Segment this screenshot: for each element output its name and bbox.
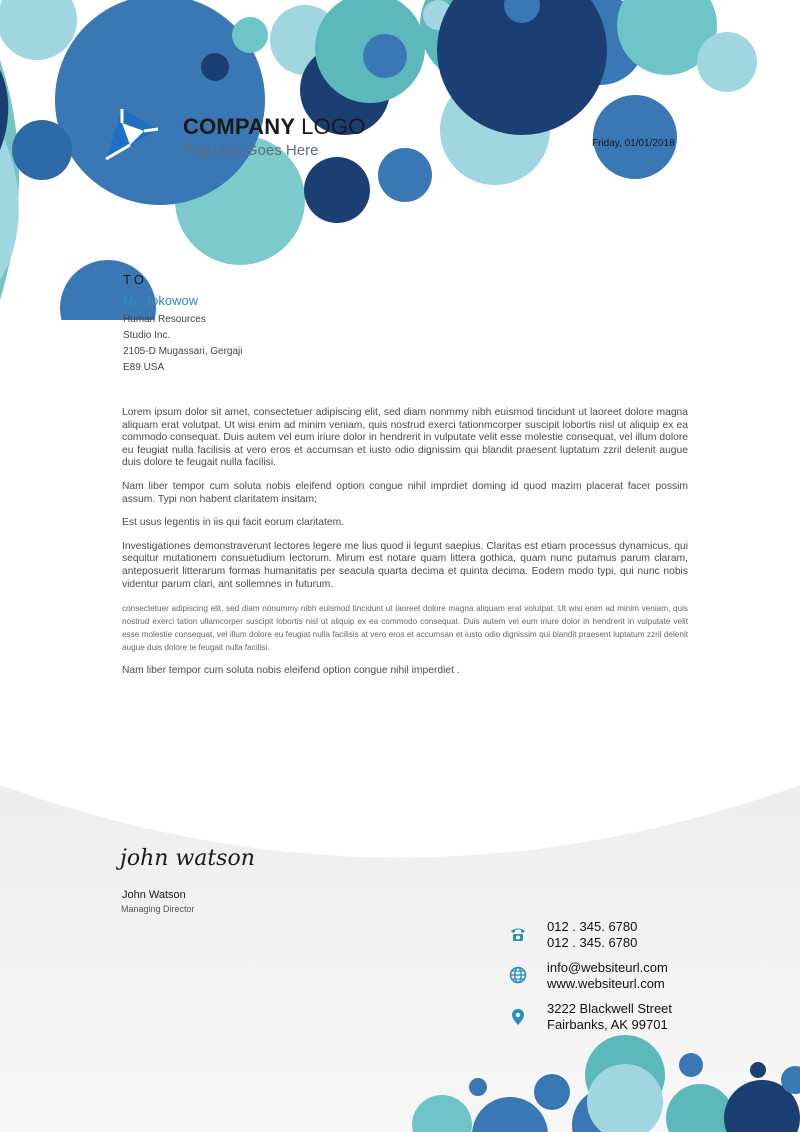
body-paragraph: Nam liber tempor cum soluta nobis eleifend option congue nihil imprdiet doming id quod mazim placerat facer possim assum. Typi non habent claritatem insitam;: [122, 480, 688, 505]
website-url: www.websiteurl.com: [547, 976, 665, 991]
body-paragraph: Est usus legentis in iis qui facit eorum claritatem.: [122, 517, 345, 529]
phone-primary: 012 . 345. 6780: [547, 919, 638, 934]
phone-secondary: 012 . 345. 6780: [547, 935, 638, 950]
recipient-company: Studio Inc.: [123, 330, 171, 341]
address-city: Fairbanks, AK 99701: [547, 1017, 668, 1032]
letter-date: Friday, 01/01/2018: [592, 138, 675, 149]
recipient-country: E89 USA: [123, 362, 165, 373]
recipient-street: 2105-D Mugassari, Gergaji: [123, 346, 243, 357]
logo-light: LOGO: [301, 114, 366, 139]
signer-title: Managing Director: [121, 904, 195, 914]
signer-name: John Watson: [122, 889, 186, 901]
body-paragraph-small: consectetuer adipiscing elit, sed diam nonummy nibh euismod tincidunt ut laoreet dolore magna aliquam erat volutpat. Ut wisi enim ad minim veniam, quis nostrud exerci tation ullamcorper suscipit lobortis nisl ut aliquip ex ea commodo consequat. Duis autem vel eum iriure dolor in hendrerit in vulputate velit esse molestie consequat, vel illum dolore eu feugiat nulla facilisis at vero eros et accumsan et iusto odio dignissim qui blandit praesent luptatum zzril delenit augue duis dolore te feugait nulla facilisi.: [122, 604, 688, 653]
to-label: TO: [123, 272, 147, 287]
email-address: info@websiteurl.com: [547, 960, 668, 975]
body-paragraph: Nam liber tempor cum soluta nobis eleifend option congue nihil imperdiet .: [122, 665, 460, 677]
tagline: Tag Line Goes Here: [185, 142, 319, 159]
recipient-name: Mr. Jokowow: [123, 293, 199, 308]
address-street: 3222 Blackwell Street: [547, 1001, 673, 1016]
body-paragraph: Lorem ipsum dolor sit amet, consectetuer adipiscing elit, sed diam nonmmy nibh euismod tincidunt ut laoreet dolore magna aliquam erat volutpat. Ut wisi enim ad minim veniam, quis nostrud exerci tationmcorper suscipit lobortis nisl ut aliquip ex ea commodo consequat. Duis autem vel eum iriure dolor in hendrerit in vulputate velit esse molestie consequat, vel illum dolore eu feugiat nulla facilisis at vero eros et accumsan et iusto odio dignissim qui blandit praesent luptatum zzril delenit augue duis dolore te feugait nulla facilisi.: [122, 407, 688, 469]
recipient-department: Human Resources: [123, 314, 206, 325]
signature-handwriting: john watson: [120, 846, 255, 871]
body-paragraph: Investigationes demonstraverunt lectores legere me lius quod ii legunt saepius. Claritas est etiam processus dynamicus, qui sequitur mutationem consuetudium lectorum. Mirum est notare quam littera gothica, quam nunc putamus parum claram, anteposuerit litterarum formas humanitatis per seacula quarta decima et quinta decima. Eodem modo typi, qui nunc nobis videntur parum clari, ant sollemnes in futurum.: [122, 540, 688, 590]
logo-bold: COMPANY: [183, 114, 295, 139]
